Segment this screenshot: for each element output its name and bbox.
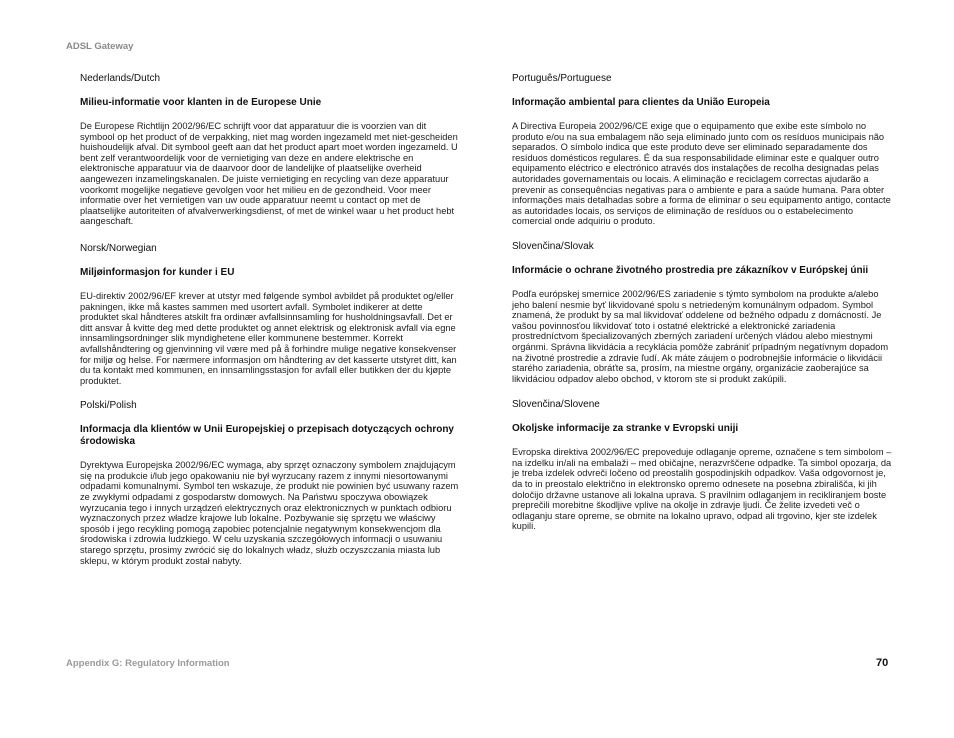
language-heading: Norsk/Norwegian (80, 242, 157, 254)
section-body: Podľa európskej smernice 2002/96/ES zariadenie s týmto symbolom na produkte a/alebo jeho balení nesmie byť likvidované spolu s netriedeným komunálnym odpadom. Symbol znamená, že produkt by sa mal likvidovať oddelene od bežného odpadu z domácností. Je vašou povinnosťou likvidovať toto i ostatné elektrické a elektronické zariadenia prostredníctvom špecializovaných zberných zariadení určených vládou alebo miestnymi orgánmi. Správna likvidácia a recyklácia pomôže zabrániť prípadným negatívnym dopadom na životné prostredie a zdravie ľudí. Ak máte záujem o podrobnejšie informácie o likvidácii starého zariadenia, obráťte sa, prosím, na miestne orgány, organizácie zaoberajúce sa likvidáciou odpadov alebo obchod, v ktorom ste si produkt zakúpili. (512, 288, 889, 384)
left-column (80, 73, 460, 566)
section-slovak (512, 241, 892, 384)
section-body: EU-direktiv 2002/96/EF krever at utstyr med følgende symbol avbildet på produktet og/eller pakningen, ikke må kastes sammen med usortert avfall. Symbolet indikerer at dette produktet skal håndteres atskilt fra ordinær avfallsinnsamling for husholdningsavfall. Det er ditt ansvar å kvitte deg med dette produktet og annet elektrisk og elektronisk avfall via egne innsamlingsordninger slik myndighetene eller kommunene bestemmer. Korrekt avfallshåndtering og gjenvinning vil være med på å forhindre mulige negative konsekvenser for miljø og helse. For nærmere informasjon om håndtering av det kasserte utstyret ditt, kan du ta kontakt med kommunen, en innsamlingsstasjon for avfall eller butikken der du kjøpte produktet. (80, 290, 457, 386)
section-title: Okoljske informacije za stranke v Evropski uniji (512, 423, 739, 435)
section-body: Dyrektywa Europejska 2002/96/EC wymaga, aby sprzęt oznaczony symbolem znajdującym się na produkcie i/lub jego opakowaniu nie był wyrzucany razem z innymi niesortowanymi odpadami komunalnymi. Symbol ten wskazuje, że produkt nie powinien być usuwany razem ze zwykłymi odpadami z gospodarstw domowych. Na Państwu spoczywa obowiązek wyrzucania tego i innych urządzeń elektrycznych oraz elektronicznych w punktach odbioru wyznaczonych przez władze krajowe lub lokalne. Pozbywanie się sprzętu we właściwy sposób i jego recykling pomogą zapobiec potencjalnie negatywnym konsekwencjom dla środowiska i zdrowia ludzkiego. W celu uzyskania szczegółowych informacji o usuwaniu starego sprzętu, prosimy zwrócić się do lokalnych władz, służb oczyszczania miasta lub sklepu, w którym produkt został nabyty. (80, 460, 459, 566)
language-heading: Slovenčina/Slovene (512, 399, 600, 411)
section-slovene (512, 399, 892, 532)
section-norwegian (80, 243, 460, 386)
language-heading: Nederlands/Dutch (80, 73, 161, 84)
section-title: Milieu-informatie voor klanten in de Europese Unie (80, 97, 322, 108)
section-body: De Europese Richtlijn 2002/96/EC schrijft voor dat apparatuur die is voorzien van dit symbool op het product of de verpakking, niet mag worden ingezameld met niet-gescheiden huishoudelijk afval. Dit symbool geeft aan dat het product apart moet worden ingezameld. U bent zelf verantwoordelijk voor de vernietiging van deze en andere elektrische en elektronische apparatuur via de daarvoor door de landelijke of plaatselijke overheid aangewezen inzamelingskanalen. De juiste vernietiging en recycling van deze apparatuur voorkomt mogelijke negatieve gevolgen voor het milieu en de gezondheid. Voor meer informatie over het vernietigen van uw oude apparatuur neemt u contact op met de plaatselijke autoriteiten of afvalverwerkingsdienst, of met de winkel waar u het product hebt aangeschaft. (80, 121, 458, 227)
section-dutch (80, 73, 460, 227)
language-heading: Polski/Polish (80, 400, 137, 412)
section-title: Informação ambiental para clientes da União Europeia (512, 97, 770, 108)
section-title: Informacja dla klientów w Unii Europejskiej o przepisach dotyczących ochrony środowiska (80, 424, 454, 448)
document-header: ADSL Gateway (66, 41, 134, 52)
section-title: Miljøinformasjon for kunder i EU (80, 266, 235, 278)
section-body: A Directiva Europeia 2002/96/CE exige que o equipamento que exibe este símbolo no produto e/ou na sua embalagem não seja eliminado junto com os resíduos municipais não separados. O símbolo indica que este produto deve ser eliminado separadamente dos resíduos domésticos regulares. É da sua responsabilidade eliminar este e qualquer outro equipamento eléctrico e electrónico através dos instalações de recolha designadas pelas autoridades governamentais ou locais. A eliminação e reciclagem correctas ajudarão a prevenir as consequências negativas para o ambiente e para a saúde humana. Para obter informações mais detalhadas sobre a forma de eliminar o seu equipamento antigo, contacte as autoridades locais, os serviços de eliminação de resíduos ou o estabelecimento comercial onde adquiriu o produto. (512, 121, 891, 227)
page-number: 70 (876, 657, 889, 669)
section-polish (80, 400, 460, 566)
right-column (512, 73, 892, 532)
language-heading: Slovenčina/Slovak (512, 240, 594, 252)
section-body: Evropska direktiva 2002/96/EC prepoveduje odlaganje opreme, označene s tem simbolom – na izdelku in/ali na embalaži – med običajne, nerazvrščene odpadke. Ta simbol opozarja, da je treba izdelek odvreči ločeno od preostalih gospodinjskih odpadkov. Vaša odgovornost je, da to in preostalo električno in elektronsko opremo odnesete na posebna zbirališča, ki jih določijo državne ustanove ali lokalna uprava. S pravilnim odlaganjem in recikliranjem boste preprečili morebitne škodljive vplive na okolje in zdravje ljudi. Če želite izvedeti več o odlaganju stare opreme, se obrnite na lokalno upravo, odpad ali trgovino, kjer ste izdelek kupili. (512, 447, 892, 532)
footer-section-label: Appendix G: Regulatory Information (66, 658, 230, 669)
section-portuguese (512, 73, 892, 227)
section-title: Informácie o ochrane životného prostredia pre zákazníkov v Európskej únii (512, 264, 869, 276)
language-heading: Português/Portuguese (512, 73, 612, 84)
